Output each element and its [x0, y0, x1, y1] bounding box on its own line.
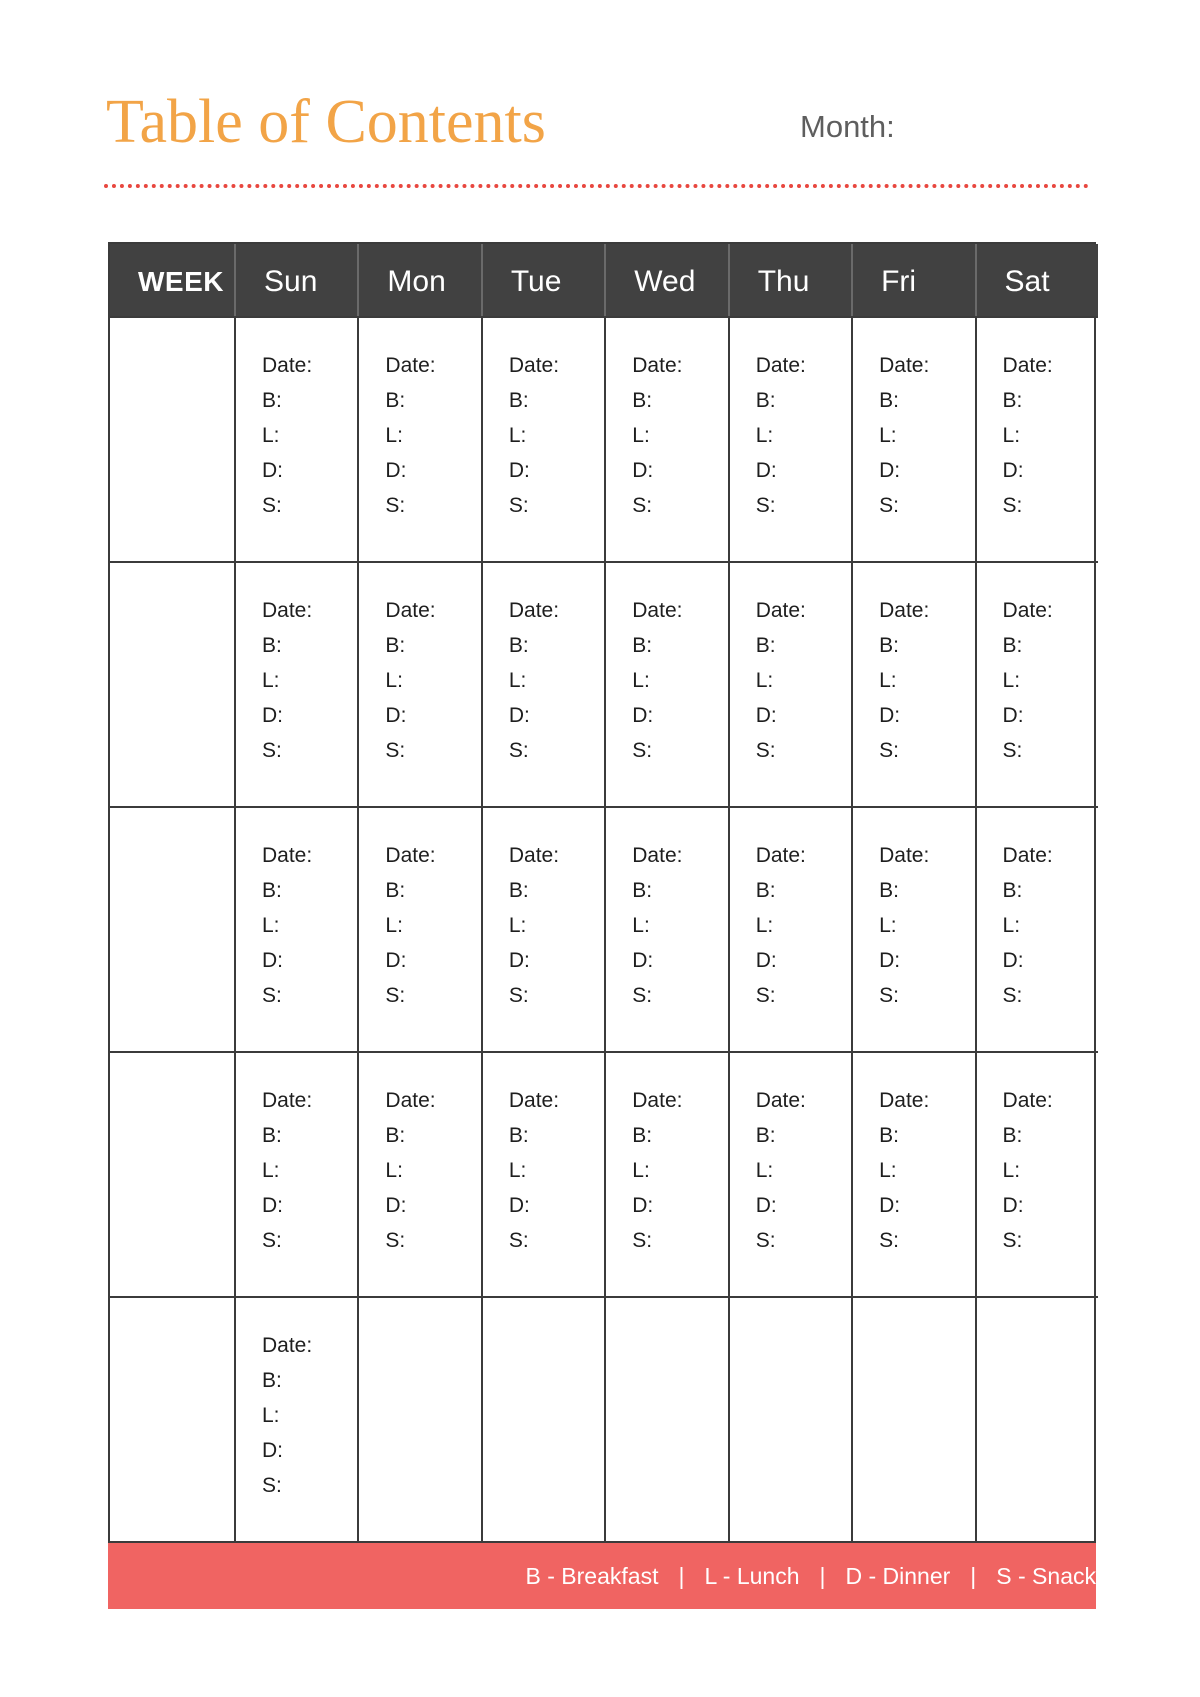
- entry-label: Date:: [755, 354, 806, 377]
- day-cell-sat-week-1[interactable]: [975, 316, 1098, 561]
- entry-label: B:: [632, 389, 653, 412]
- entry-label: Date:: [385, 1089, 436, 1112]
- entry-label: D:: [755, 704, 777, 727]
- entry-label: D:: [879, 1194, 901, 1217]
- entry-label: L:: [879, 1159, 897, 1182]
- day-cell-sun-week-4[interactable]: [234, 1051, 357, 1296]
- entry-label: D:: [262, 949, 283, 972]
- entry-label: D:: [262, 1194, 283, 1217]
- entry-label: S:: [755, 494, 776, 517]
- week-cell-5[interactable]: [110, 1296, 234, 1541]
- legend-item: B - Breakfast: [525, 1562, 659, 1589]
- legend-item: S - Snack: [996, 1562, 1096, 1589]
- entry-label: L:: [632, 1159, 650, 1182]
- entry-label: D:: [632, 949, 654, 972]
- day-cell-wed-week-5[interactable]: [604, 1296, 727, 1541]
- entry-label: B:: [508, 634, 529, 657]
- entry-label: L:: [879, 914, 897, 937]
- entry-label: D:: [508, 949, 530, 972]
- legend-separator: |: [678, 1562, 685, 1589]
- entry-label: D:: [508, 1194, 530, 1217]
- entry-label: Date:: [879, 844, 930, 867]
- day-cell-sun-week-1[interactable]: [234, 316, 357, 561]
- legend-separator: |: [970, 1562, 977, 1589]
- entry-label: Date:: [262, 1334, 313, 1357]
- day-header-thu: Thu: [728, 244, 851, 316]
- entry-label: L:: [755, 669, 774, 692]
- entry-label: Date:: [632, 354, 683, 377]
- entry-label: B:: [262, 634, 282, 657]
- entry-label: D:: [385, 949, 407, 972]
- week-cell-2[interactable]: [110, 561, 234, 806]
- entry-label: L:: [1002, 424, 1021, 447]
- week-cell-3[interactable]: [110, 806, 234, 1051]
- entry-label: D:: [632, 459, 654, 482]
- entry-label: L:: [508, 914, 527, 937]
- day-header-tue: Tue: [481, 244, 604, 316]
- entry-label: Date:: [508, 354, 560, 377]
- entry-label: S:: [385, 1229, 406, 1252]
- day-cell-tue-week-1[interactable]: [481, 316, 604, 561]
- entry-label: L:: [262, 424, 280, 447]
- entry-label: S:: [508, 1229, 529, 1252]
- entry-label: B:: [1002, 634, 1023, 657]
- entry-label: S:: [262, 1474, 282, 1497]
- entry-label: D:: [1002, 949, 1024, 972]
- day-cell-thu-week-2[interactable]: [728, 561, 851, 806]
- entry-label: B:: [632, 879, 653, 902]
- entry-label: L:: [1002, 1159, 1021, 1182]
- dotted-divider: [104, 184, 1089, 188]
- entry-label: S:: [385, 494, 406, 517]
- day-cell-fri-week-2[interactable]: [851, 561, 974, 806]
- entry-label: S:: [755, 984, 776, 1007]
- entry-label: B:: [755, 389, 776, 412]
- entry-label: Date:: [755, 844, 806, 867]
- entry-label: L:: [385, 914, 403, 937]
- entry-label: Date:: [262, 599, 313, 622]
- day-cell-sun-week-5[interactable]: [234, 1296, 357, 1541]
- entry-label: Date:: [1002, 354, 1053, 377]
- entry-label: Date:: [1002, 1089, 1053, 1112]
- entry-label: L:: [385, 669, 403, 692]
- entry-label: S:: [262, 739, 282, 762]
- entry-label: D:: [262, 459, 283, 482]
- entry-label: B:: [262, 1369, 282, 1392]
- day-header-mon: Mon: [357, 244, 480, 316]
- entry-label: L:: [262, 669, 280, 692]
- entry-label: L:: [385, 1159, 403, 1182]
- entry-label: B:: [1002, 389, 1023, 412]
- meal-legend-bar: [108, 1541, 1096, 1609]
- week-cell-1[interactable]: [110, 316, 234, 561]
- entry-label: D:: [879, 949, 901, 972]
- day-cell-tue-week-4[interactable]: [481, 1051, 604, 1296]
- entry-label: Date:: [879, 1089, 930, 1112]
- entry-label: D:: [879, 704, 901, 727]
- entry-label: Date:: [385, 354, 436, 377]
- day-cell-fri-week-4[interactable]: [851, 1051, 974, 1296]
- entry-label: B:: [1002, 879, 1023, 902]
- entry-label: D:: [755, 459, 777, 482]
- entry-label: D:: [632, 704, 654, 727]
- entry-label: S:: [632, 494, 653, 517]
- entry-label: D:: [1002, 1194, 1024, 1217]
- entry-label: S:: [385, 984, 406, 1007]
- entry-label: Date:: [632, 599, 683, 622]
- entry-label: Date:: [262, 1089, 313, 1112]
- entry-label: Date:: [385, 844, 436, 867]
- entry-label: D:: [262, 1439, 283, 1462]
- entry-label: L:: [755, 424, 774, 447]
- day-cell-sun-week-3[interactable]: [234, 806, 357, 1051]
- entry-label: S:: [1002, 739, 1023, 762]
- day-cell-sat-week-4[interactable]: [975, 1051, 1098, 1296]
- entry-label: L:: [508, 669, 527, 692]
- entry-label: B:: [508, 879, 529, 902]
- entry-label: S:: [879, 494, 899, 517]
- entry-label: Date:: [879, 354, 930, 377]
- entry-label: S:: [632, 739, 653, 762]
- day-cell-thu-week-4[interactable]: [728, 1051, 851, 1296]
- entry-label: D:: [1002, 459, 1024, 482]
- entry-label: L:: [1002, 914, 1021, 937]
- entry-label: S:: [755, 1229, 776, 1252]
- entry-label: L:: [262, 1404, 280, 1427]
- day-cell-fri-week-1[interactable]: [851, 316, 974, 561]
- entry-label: Date:: [508, 1089, 560, 1112]
- entry-label: B:: [755, 634, 776, 657]
- entry-label: B:: [879, 389, 899, 412]
- entry-label: L:: [508, 1159, 527, 1182]
- entry-label: L:: [508, 424, 527, 447]
- day-cell-wed-week-1[interactable]: [604, 316, 727, 561]
- day-cell-mon-week-5[interactable]: [357, 1296, 480, 1541]
- entry-label: L:: [262, 914, 280, 937]
- entry-label: Date:: [508, 599, 560, 622]
- entry-label: S:: [1002, 984, 1023, 1007]
- entry-label: D:: [385, 704, 407, 727]
- entry-label: Date:: [1002, 599, 1053, 622]
- day-cell-sat-week-5[interactable]: [975, 1296, 1098, 1541]
- entry-label: L:: [755, 914, 774, 937]
- entry-label: L:: [262, 1159, 280, 1182]
- day-cell-mon-week-1[interactable]: [357, 316, 480, 561]
- day-cell-thu-week-1[interactable]: [728, 316, 851, 561]
- day-cell-sat-week-3[interactable]: [975, 806, 1098, 1051]
- entry-label: D:: [508, 459, 530, 482]
- entry-label: B:: [262, 879, 282, 902]
- entry-label: D:: [755, 1194, 777, 1217]
- entry-label: S:: [508, 494, 529, 517]
- entry-label: L:: [879, 424, 897, 447]
- entry-label: L:: [632, 424, 650, 447]
- entry-label: S:: [508, 739, 529, 762]
- entry-label: Date:: [632, 844, 683, 867]
- meal-planner-table: [108, 242, 1096, 1609]
- entry-label: B:: [385, 1124, 406, 1147]
- entry-label: Date:: [385, 599, 436, 622]
- entry-label: B:: [879, 1124, 899, 1147]
- entry-label: Date:: [262, 844, 313, 867]
- day-cell-wed-week-3[interactable]: [604, 806, 727, 1051]
- day-header-wed: Wed: [604, 244, 727, 316]
- entry-label: L:: [632, 914, 650, 937]
- entry-label: Date:: [1002, 844, 1053, 867]
- legend-item: L - Lunch: [704, 1562, 800, 1589]
- entry-label: D:: [385, 459, 407, 482]
- entry-label: D:: [1002, 704, 1024, 727]
- entry-label: Date:: [632, 1089, 683, 1112]
- entry-label: L:: [755, 1159, 774, 1182]
- entry-label: L:: [1002, 669, 1021, 692]
- entry-label: Date:: [755, 599, 806, 622]
- day-cell-tue-week-3[interactable]: [481, 806, 604, 1051]
- day-cell-wed-week-4[interactable]: [604, 1051, 727, 1296]
- entry-label: B:: [262, 389, 282, 412]
- day-header-sat: Sat: [975, 244, 1098, 316]
- entry-label: S:: [879, 1229, 899, 1252]
- entry-label: B:: [262, 1124, 282, 1147]
- entry-label: S:: [1002, 1229, 1023, 1252]
- entry-label: L:: [879, 669, 897, 692]
- entry-label: S:: [755, 739, 776, 762]
- week-cell-4[interactable]: [110, 1051, 234, 1296]
- day-cell-wed-week-2[interactable]: [604, 561, 727, 806]
- legend-item: D - Dinner: [845, 1562, 951, 1589]
- entry-label: S:: [879, 984, 899, 1007]
- entry-label: B:: [632, 634, 653, 657]
- entry-label: B:: [508, 1124, 529, 1147]
- entry-label: S:: [262, 984, 282, 1007]
- entry-label: D:: [385, 1194, 407, 1217]
- day-cell-thu-week-5[interactable]: [728, 1296, 851, 1541]
- entry-label: S:: [1002, 494, 1023, 517]
- day-cell-mon-week-2[interactable]: [357, 561, 480, 806]
- day-header-fri: Fri: [851, 244, 974, 316]
- day-cell-mon-week-4[interactable]: [357, 1051, 480, 1296]
- day-cell-mon-week-3[interactable]: [357, 806, 480, 1051]
- entry-label: S:: [262, 494, 282, 517]
- entry-label: Date:: [508, 844, 560, 867]
- entry-label: S:: [879, 739, 899, 762]
- entry-label: B:: [879, 634, 899, 657]
- entry-label: S:: [262, 1229, 282, 1252]
- entry-label: B:: [385, 634, 406, 657]
- entry-label: S:: [385, 739, 406, 762]
- entry-label: B:: [1002, 1124, 1023, 1147]
- entry-label: D:: [508, 704, 530, 727]
- legend-separator: |: [819, 1562, 826, 1589]
- week-column-header: WEEK: [110, 244, 234, 316]
- entry-label: S:: [632, 984, 653, 1007]
- entry-label: Date:: [755, 1089, 806, 1112]
- page-title: Table of Contents: [106, 88, 546, 156]
- entry-label: B:: [755, 1124, 776, 1147]
- entry-label: B:: [632, 1124, 653, 1147]
- day-header-sun: Sun: [234, 244, 357, 316]
- planner-grid: [108, 242, 1096, 1541]
- entry-label: B:: [508, 389, 529, 412]
- entry-label: D:: [755, 949, 777, 972]
- entry-label: B:: [879, 879, 899, 902]
- entry-label: Date:: [879, 599, 930, 622]
- entry-label: D:: [632, 1194, 654, 1217]
- entry-label: S:: [632, 1229, 653, 1252]
- entry-label: S:: [508, 984, 529, 1007]
- day-cell-thu-week-3[interactable]: [728, 806, 851, 1051]
- entry-label: D:: [262, 704, 283, 727]
- day-cell-tue-week-2[interactable]: [481, 561, 604, 806]
- day-cell-sat-week-2[interactable]: [975, 561, 1098, 806]
- entry-label: B:: [385, 879, 406, 902]
- day-cell-sun-week-2[interactable]: [234, 561, 357, 806]
- day-cell-fri-week-5[interactable]: [851, 1296, 974, 1541]
- entry-label: B:: [385, 389, 406, 412]
- entry-label: B:: [755, 879, 776, 902]
- day-cell-fri-week-3[interactable]: [851, 806, 974, 1051]
- entry-label: D:: [879, 459, 901, 482]
- month-label: Month:: [800, 109, 895, 144]
- entry-label: L:: [385, 424, 403, 447]
- day-cell-tue-week-5[interactable]: [481, 1296, 604, 1541]
- entry-label: Date:: [262, 354, 313, 377]
- entry-label: L:: [632, 669, 650, 692]
